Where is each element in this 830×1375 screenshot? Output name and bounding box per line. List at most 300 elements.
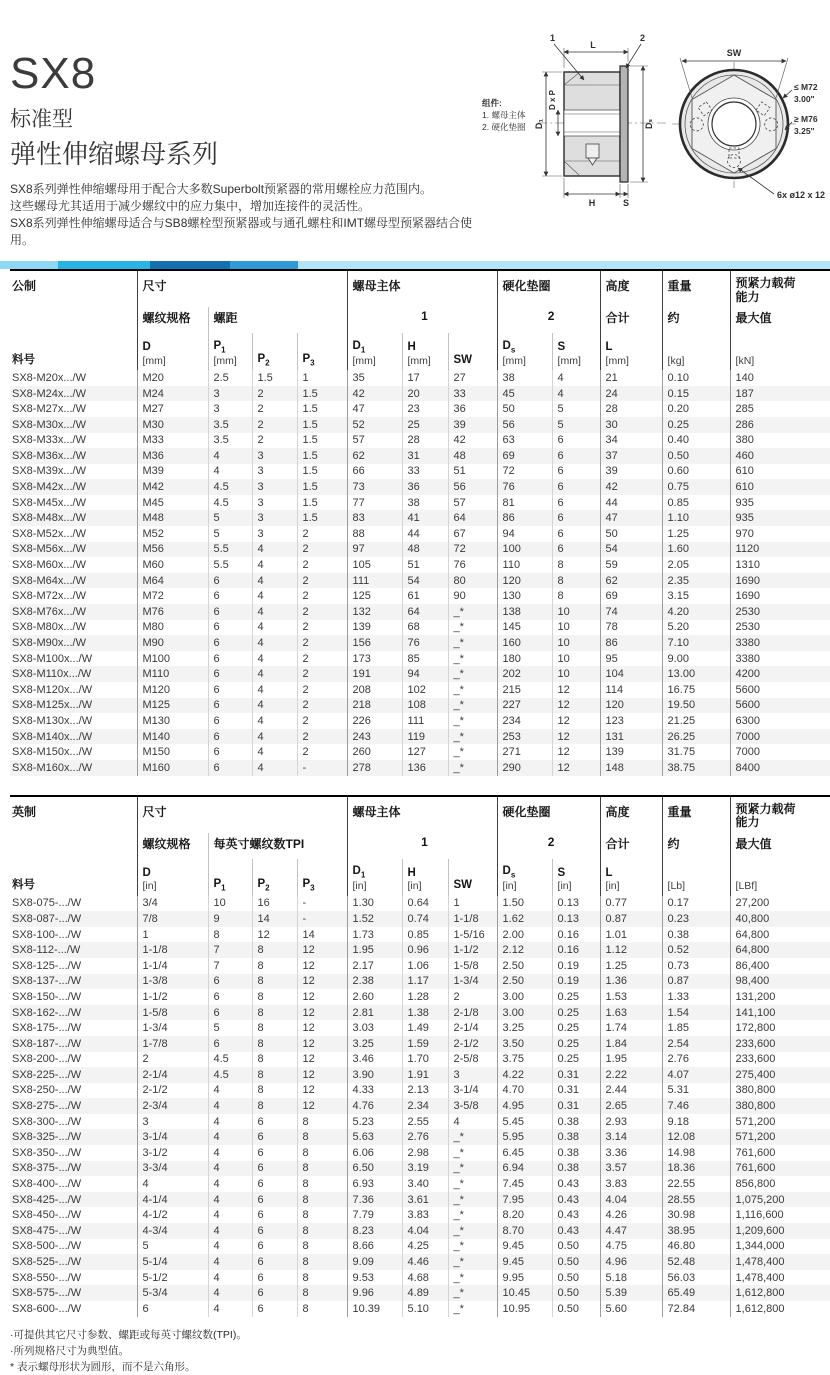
table-row: [10, 1207, 830, 1223]
value-cell: 1.70: [402, 1052, 448, 1068]
value-cell: 63: [497, 433, 552, 449]
footnote: * 表示螺母形状为圆形，而不是六角形。: [10, 1361, 196, 1374]
value-cell: 233,600: [730, 1036, 830, 1052]
value-cell: 4: [208, 1301, 252, 1317]
value-cell: 4.70: [497, 1083, 552, 1099]
value-cell: 2: [137, 1052, 208, 1068]
part-number-cell: SX8-162-.../W: [12, 1006, 82, 1019]
part-number-cell: SX8-500-.../W: [12, 1240, 82, 1253]
table-row: [10, 1036, 830, 1052]
part-number-cell: SX8-350-.../W: [12, 1146, 82, 1159]
table-row: [10, 401, 830, 417]
value-cell: 4: [208, 1270, 252, 1286]
value-cell: 208: [347, 682, 402, 698]
value-cell: 3-1/4: [137, 1129, 208, 1145]
value-cell: 39: [448, 417, 497, 433]
value-cell: M45: [137, 495, 208, 511]
column-header: H [mm]: [402, 333, 448, 370]
value-cell: 1.06: [402, 958, 448, 974]
part-number-cell: SX8-M76x.../W: [12, 605, 86, 618]
value-cell: 57: [347, 433, 402, 449]
value-cell: 31.75: [662, 744, 730, 760]
value-cell: 2: [297, 542, 347, 558]
value-cell: 3-5/8: [448, 1098, 497, 1114]
value-cell: 2.44: [600, 1083, 662, 1099]
pitch-label: 螺距: [208, 307, 347, 333]
value-cell: 12: [297, 1005, 347, 1021]
value-cell: 4: [252, 604, 297, 620]
value-cell: _*: [448, 620, 497, 636]
value-cell: 2: [297, 651, 347, 667]
value-cell: 22.55: [662, 1176, 730, 1192]
value-cell: 3.15: [662, 588, 730, 604]
value-cell: 3.5: [208, 433, 252, 449]
value-cell: 12: [297, 1067, 347, 1083]
value-cell: 0.15: [662, 386, 730, 402]
value-cell: 6.50: [347, 1161, 402, 1177]
part-number-cell: SX8-M150x.../W: [12, 746, 93, 759]
value-cell: M33: [137, 433, 208, 449]
value-cell: 1690: [730, 573, 830, 589]
value-cell: 4: [252, 651, 297, 667]
value-cell: 120: [497, 573, 552, 589]
table-row: [10, 1176, 830, 1192]
section-label: 公制: [12, 279, 37, 294]
value-cell: 5600: [730, 682, 830, 698]
section-label: 英制: [12, 804, 37, 819]
value-cell: 0.43: [552, 1176, 600, 1192]
value-cell: 26.25: [662, 729, 730, 745]
value-cell: 16: [252, 896, 297, 912]
value-cell: 1.25: [600, 958, 662, 974]
value-cell: 3: [252, 526, 297, 542]
value-cell: 8: [297, 1207, 347, 1223]
page-header: [0, 0, 830, 249]
value-cell: 2-1/8: [448, 1005, 497, 1021]
value-cell: 226: [347, 713, 402, 729]
value-cell: 136: [402, 760, 448, 776]
column-header: L [mm]: [600, 333, 662, 370]
value-cell: M72: [137, 588, 208, 604]
table-row: [10, 958, 830, 974]
group-height: 高度: [600, 270, 662, 307]
value-cell: 31: [402, 448, 448, 464]
value-cell: 7/8: [137, 911, 208, 927]
value-cell: 0.25: [662, 417, 730, 433]
page-title: SX8: [10, 49, 97, 98]
value-cell: 202: [497, 666, 552, 682]
part-number-cell: SX8-M100x.../W: [12, 652, 93, 665]
value-cell: 4.68: [402, 1270, 448, 1286]
value-cell: M30: [137, 417, 208, 433]
value-cell: 0.31: [552, 1067, 600, 1083]
footnotes: [10, 1327, 830, 1375]
part-number-cell: SX8-150-.../W: [12, 990, 82, 1003]
value-cell: 44: [402, 526, 448, 542]
part-number-cell: SX8-100-.../W: [12, 928, 82, 941]
value-cell: 1.60: [662, 542, 730, 558]
table-row: [10, 573, 830, 589]
value-cell: 10.95: [497, 1301, 552, 1317]
value-cell: 4-1/2: [137, 1207, 208, 1223]
value-cell: M42: [137, 479, 208, 495]
value-cell: 8: [252, 974, 297, 990]
value-cell: 3-1/4: [448, 1083, 497, 1099]
table-row: [10, 698, 830, 714]
value-cell: 253: [497, 729, 552, 745]
value-cell: 3-3/4: [137, 1161, 208, 1177]
value-cell: 19.50: [662, 698, 730, 714]
value-cell: 4: [252, 744, 297, 760]
table-row: [10, 666, 830, 682]
value-cell: 36: [448, 401, 497, 417]
value-cell: 145: [497, 620, 552, 636]
value-cell: M24: [137, 386, 208, 402]
value-cell: 1.5: [297, 510, 347, 526]
value-cell: 4: [252, 682, 297, 698]
value-cell: 98,400: [730, 974, 830, 990]
part-number-header: 料号: [12, 879, 35, 892]
value-cell: 2-3/4: [137, 1098, 208, 1114]
value-cell: 1.95: [600, 1052, 662, 1068]
value-cell: 42: [600, 479, 662, 495]
value-cell: 4.25: [402, 1239, 448, 1255]
part-number-cell: SX8-M110x.../W: [12, 668, 92, 681]
blank-cell: [10, 833, 137, 859]
value-cell: 3380: [730, 651, 830, 667]
value-cell: _*: [448, 651, 497, 667]
table-row: [10, 386, 830, 402]
value-cell: 5-1/2: [137, 1270, 208, 1286]
part-number-cell: SX8-M140x.../W: [12, 730, 93, 743]
value-cell: 6: [252, 1254, 297, 1270]
value-cell: 12: [297, 974, 347, 990]
value-cell: 6: [252, 1239, 297, 1255]
value-cell: 12: [552, 698, 600, 714]
value-cell: 1-5/16: [448, 927, 497, 943]
table-row: [10, 713, 830, 729]
value-cell: 2.60: [347, 989, 402, 1005]
value-cell: 14.98: [662, 1145, 730, 1161]
value-cell: 4: [208, 448, 252, 464]
value-cell: 72: [497, 464, 552, 480]
value-cell: 3: [252, 464, 297, 480]
value-cell: 94: [402, 666, 448, 682]
value-cell: 761,600: [730, 1145, 830, 1161]
part-number-cell: SX8-525-.../W: [12, 1256, 82, 1269]
part-number-cell: SX8-550-.../W: [12, 1271, 82, 1284]
value-cell: 4.04: [402, 1223, 448, 1239]
value-cell: 125: [347, 588, 402, 604]
table-row: [10, 927, 830, 943]
column-header: SW: [448, 859, 497, 896]
value-cell: 6: [208, 588, 252, 604]
part-number-cell: SX8-075-.../W: [12, 897, 82, 910]
part-number-cell: SX8-200-.../W: [12, 1053, 82, 1066]
metric-table: [10, 269, 830, 775]
value-cell: 64: [448, 510, 497, 526]
value-cell: 2: [297, 573, 347, 589]
thread-note-1a: ≤ M72: [794, 82, 818, 92]
value-cell: 935: [730, 495, 830, 511]
value-cell: 12: [297, 1020, 347, 1036]
value-cell: 7.79: [347, 1207, 402, 1223]
value-cell: 7: [208, 942, 252, 958]
value-cell: 4.89: [402, 1285, 448, 1301]
value-cell: 2-1/4: [137, 1067, 208, 1083]
value-cell: 4.5: [208, 495, 252, 511]
value-cell: 2.5: [208, 370, 252, 386]
column-header: $P_3$: [297, 859, 347, 896]
part-number-cell: SX8-475-.../W: [12, 1224, 82, 1237]
value-cell: 1.84: [600, 1036, 662, 1052]
part-number-header: 料号: [12, 353, 35, 366]
value-cell: 0.17: [662, 896, 730, 912]
value-cell: 6: [252, 1176, 297, 1192]
value-cell: 2-1/2: [137, 1083, 208, 1099]
value-cell: 7.36: [347, 1192, 402, 1208]
value-cell: 8: [252, 1036, 297, 1052]
value-cell: 5.95: [497, 1129, 552, 1145]
value-cell: 8: [297, 1239, 347, 1255]
part-number-cell: SX8-M33x.../W: [12, 434, 86, 447]
value-cell: 6: [208, 760, 252, 776]
value-cell: 0.85: [402, 927, 448, 943]
table-row: [10, 1239, 830, 1255]
value-cell: 5.5: [208, 542, 252, 558]
value-cell: 571,200: [730, 1114, 830, 1130]
value-cell: 4.95: [497, 1098, 552, 1114]
value-cell: 234: [497, 713, 552, 729]
value-cell: M90: [137, 635, 208, 651]
value-cell: 38: [402, 495, 448, 511]
legend-item-2: 2. 硬化垫圈: [482, 122, 526, 132]
table-row: [10, 542, 830, 558]
value-cell: 0.52: [662, 942, 730, 958]
value-cell: 6: [252, 1285, 297, 1301]
value-cell: _*: [448, 729, 497, 745]
value-cell: 74: [600, 604, 662, 620]
column-header: $D_1$ [in]: [347, 859, 402, 896]
value-cell: 1.5: [297, 464, 347, 480]
table-row: [10, 974, 830, 990]
intro-line: 这些螺母尤其适用于减少螺纹中的应力集中，增加连接件的灵活性。: [10, 199, 371, 214]
value-cell: 2.50: [497, 958, 552, 974]
value-cell: 1.91: [402, 1067, 448, 1083]
part-number-cell: SX8-400-.../W: [12, 1178, 82, 1191]
part-number-cell: SX8-175-.../W: [12, 1022, 82, 1035]
part-number-cell: SX8-M24x.../W: [12, 387, 86, 400]
column-header: S [mm]: [552, 333, 600, 370]
value-cell: 12: [552, 713, 600, 729]
value-cell: 1-1/2: [448, 942, 497, 958]
value-cell: 5.20: [662, 620, 730, 636]
table-row: [10, 635, 830, 651]
value-cell: 8: [252, 1005, 297, 1021]
value-cell: 36: [402, 479, 448, 495]
value-cell: 1-1/8: [448, 911, 497, 927]
value-cell: 970: [730, 526, 830, 542]
value-cell: 12: [552, 682, 600, 698]
table-row: [10, 1270, 830, 1286]
thread-spec-label: 螺纹规格: [137, 833, 208, 859]
value-cell: 215: [497, 682, 552, 698]
table-row: [10, 911, 830, 927]
value-cell: 2: [297, 635, 347, 651]
value-cell: 1.62: [497, 911, 552, 927]
value-cell: 0.43: [552, 1207, 600, 1223]
value-cell: 61: [402, 588, 448, 604]
value-cell: 5.63: [347, 1129, 402, 1145]
value-cell: 4.5: [208, 1067, 252, 1083]
value-cell: 80: [448, 573, 497, 589]
value-cell: 27: [448, 370, 497, 386]
value-cell: 218: [347, 698, 402, 714]
blank-cell: [10, 307, 137, 333]
value-cell: 3.00: [497, 989, 552, 1005]
value-cell: 127: [402, 744, 448, 760]
value-cell: 8: [297, 1192, 347, 1208]
value-cell: 2.54: [662, 1036, 730, 1052]
value-cell: 3.14: [600, 1129, 662, 1145]
value-cell: 6: [552, 495, 600, 511]
value-cell: 8.66: [347, 1239, 402, 1255]
table-row: [10, 1129, 830, 1145]
value-cell: 7.10: [662, 635, 730, 651]
value-cell: 2530: [730, 604, 830, 620]
value-cell: 12: [297, 942, 347, 958]
value-cell: 6: [208, 989, 252, 1005]
value-cell: 8: [297, 1114, 347, 1130]
value-cell: 3.03: [347, 1020, 402, 1036]
value-cell: 6: [552, 448, 600, 464]
value-cell: 1-7/8: [137, 1036, 208, 1052]
value-cell: 0.75: [662, 479, 730, 495]
value-cell: 76: [402, 635, 448, 651]
value-cell: 1.73: [347, 927, 402, 943]
value-cell: _*: [448, 635, 497, 651]
part-number-cell: SX8-450-.../W: [12, 1209, 82, 1222]
value-cell: 148: [600, 760, 662, 776]
value-cell: 1.54: [662, 1005, 730, 1021]
dim-label-S: S: [622, 198, 630, 208]
value-cell: 2: [252, 386, 297, 402]
value-cell: 14: [252, 911, 297, 927]
value-cell: 73: [347, 479, 402, 495]
value-cell: 44: [600, 495, 662, 511]
table-row: [10, 651, 830, 667]
value-cell: 1.12: [600, 942, 662, 958]
value-cell: 9.45: [497, 1239, 552, 1255]
value-cell: 56.03: [662, 1270, 730, 1286]
value-cell: 290: [497, 760, 552, 776]
value-cell: 6: [208, 651, 252, 667]
value-cell: 3.61: [402, 1192, 448, 1208]
value-cell: 3.57: [600, 1161, 662, 1177]
value-cell: 72: [448, 542, 497, 558]
value-cell: 0.25: [552, 1052, 600, 1068]
value-cell: 12: [297, 1052, 347, 1068]
value-cell: 1.38: [402, 1005, 448, 1021]
value-cell: 4: [252, 635, 297, 651]
value-cell: 2.98: [402, 1145, 448, 1161]
part-number-cell: SX8-M20x.../W: [12, 371, 86, 384]
value-cell: M150: [137, 744, 208, 760]
value-cell: 8: [552, 573, 600, 589]
group-weight: 重量: [662, 270, 730, 307]
table-row: [10, 1223, 830, 1239]
value-cell: M80: [137, 620, 208, 636]
value-cell: 2: [297, 729, 347, 745]
value-cell: -: [297, 911, 347, 927]
value-cell: 571,200: [730, 1129, 830, 1145]
value-cell: 2.38: [347, 974, 402, 990]
column-header: $P_1$ [mm]: [208, 333, 252, 370]
value-cell: 3.00: [497, 1005, 552, 1021]
section-view: [534, 33, 668, 208]
value-cell: 8: [297, 1270, 347, 1286]
value-cell: 4: [552, 386, 600, 402]
value-cell: 47: [600, 510, 662, 526]
dim-label-D1: D₁: [534, 118, 544, 130]
value-cell: 4.22: [497, 1067, 552, 1083]
part-number-cell: SX8-M120x.../W: [12, 683, 93, 696]
value-cell: 2: [252, 417, 297, 433]
value-cell: 131: [600, 729, 662, 745]
value-cell: 40,800: [730, 911, 830, 927]
value-cell: 42: [347, 386, 402, 402]
value-cell: 18.36: [662, 1161, 730, 1177]
column-header: $P_3$: [297, 333, 347, 370]
value-cell: 88: [347, 526, 402, 542]
value-cell: 59: [600, 557, 662, 573]
value-cell: 131,200: [730, 989, 830, 1005]
value-cell: 8.20: [497, 1207, 552, 1223]
value-cell: 0.64: [402, 896, 448, 912]
value-cell: 69: [600, 588, 662, 604]
table-row: [10, 1192, 830, 1208]
dim-label-L: L: [590, 40, 596, 50]
value-cell: 1.74: [600, 1020, 662, 1036]
value-cell: 2: [297, 604, 347, 620]
value-cell: 275,400: [730, 1067, 830, 1083]
value-cell: 761,600: [730, 1161, 830, 1177]
value-cell: M39: [137, 464, 208, 480]
value-cell: 0.31: [552, 1098, 600, 1114]
value-cell: 3-1/2: [137, 1145, 208, 1161]
value-cell: 24: [600, 386, 662, 402]
value-cell: 8: [252, 1067, 297, 1083]
value-cell: 1.25: [662, 526, 730, 542]
table-row: [10, 588, 830, 604]
value-cell: 9.95: [497, 1270, 552, 1286]
value-cell: 8: [297, 1301, 347, 1317]
column-header: $P_2$: [252, 333, 297, 370]
value-cell: 27,200: [730, 896, 830, 912]
value-cell: 8: [552, 588, 600, 604]
value-cell: 12: [297, 1098, 347, 1114]
value-cell: 0.60: [662, 464, 730, 480]
value-cell: 41: [402, 510, 448, 526]
value-cell: 8: [552, 557, 600, 573]
value-cell: 140: [730, 370, 830, 386]
value-cell: 6: [208, 620, 252, 636]
part-number-cell: SX8-425-.../W: [12, 1193, 82, 1206]
table-row: [10, 510, 830, 526]
value-cell: 286: [730, 417, 830, 433]
value-cell: 1,612,800: [730, 1301, 830, 1317]
value-cell: 6.45: [497, 1145, 552, 1161]
